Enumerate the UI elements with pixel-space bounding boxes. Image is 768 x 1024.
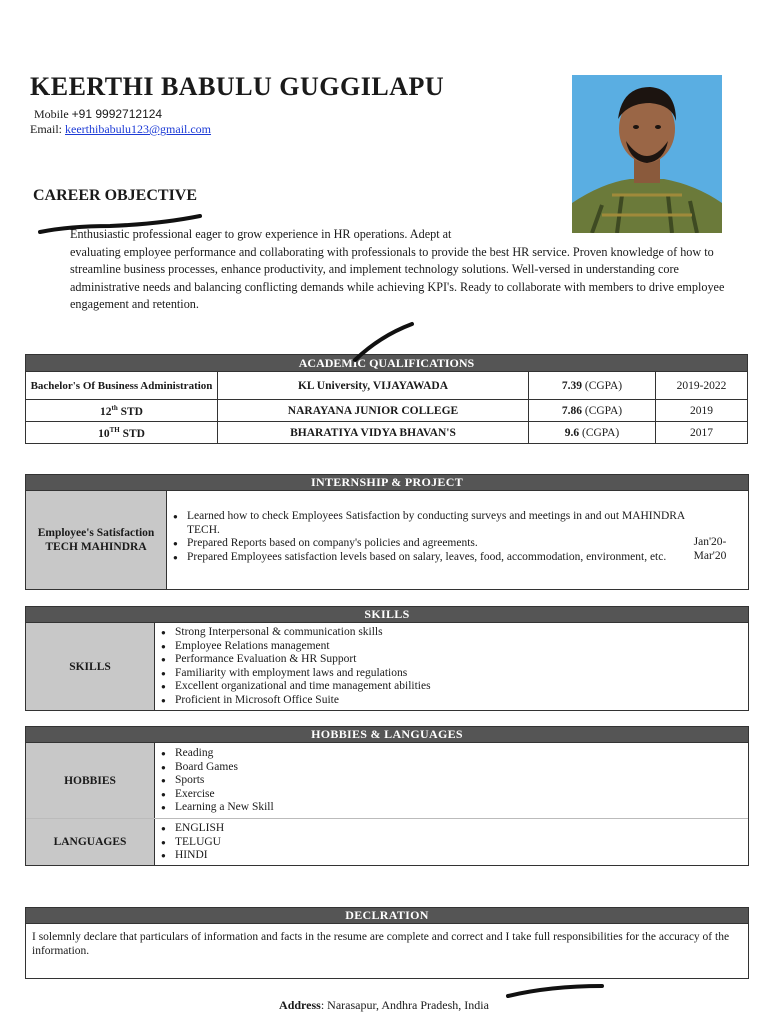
career-objective-text <box>70 226 742 314</box>
declaration-title: DECLRATION <box>26 908 748 923</box>
score-unit: (CGPA) <box>584 404 623 417</box>
mobile-number: +91 9992712124 <box>71 107 163 121</box>
internship-content <box>167 491 748 589</box>
list-item: ● Learning a New Skill <box>175 801 748 815</box>
email-link[interactable]: keerthibabulu123@gmail.com <box>65 122 212 136</box>
table-row <box>26 372 748 400</box>
hobbies-languages-section <box>25 726 749 866</box>
list-item: ● Reading <box>175 747 748 761</box>
score-unit: (CGPA) <box>584 379 623 392</box>
address-value: : Narasapur, Andhra Pradesh, India <box>320 998 489 1012</box>
list-item: ● ENGLISH <box>175 822 748 836</box>
score-value: 9.6 <box>564 426 580 439</box>
institution-cell: BHARATIYA VIDYA BHAVAN'S <box>218 422 529 444</box>
degree-tail: STD <box>117 405 143 418</box>
degree-cell <box>26 422 218 444</box>
score-unit: (CGPA) <box>581 426 620 439</box>
email-label: Email: <box>30 122 62 136</box>
degree-sup: th <box>111 403 118 412</box>
list-item: ● Strong Interpersonal & communication skills <box>175 626 748 640</box>
portrait-image <box>572 75 722 233</box>
list-item: ● Familiarity with employment laws and regulations <box>175 667 748 681</box>
internship-label: Employee's Satisfaction TECH MAHINDRA <box>26 491 167 589</box>
email-line <box>30 122 211 137</box>
address-line <box>0 998 768 1013</box>
list-item: ● Sports <box>175 774 748 788</box>
hobbies-content <box>155 743 748 818</box>
degree-base: 10 <box>98 427 110 440</box>
mobile-label: Mobile <box>34 107 69 121</box>
list-item: ● Prepared Employees satisfaction levels based on salary, leaves, food, accommodation, environment, etc. <box>187 551 687 565</box>
profile-photo <box>572 75 722 233</box>
year-cell: 2019-2022 <box>656 372 748 400</box>
languages-label: LANGUAGES <box>26 819 155 865</box>
skills-content <box>155 623 748 710</box>
skills-label: SKILLS <box>26 623 155 710</box>
score-value: 7.86 <box>561 404 582 417</box>
list-item: ● Performance Evaluation & HR Support <box>175 653 748 667</box>
objective-line-1: Enthusiastic professional eager to grow experience in HR operations. Adept at <box>70 227 452 241</box>
declaration-text: I solemnly declare that particulars of information and facts in the resume are complete and correct and I take full responsibilities for the accuracy of the information. <box>26 923 748 978</box>
list-item: ● Employee Relations management <box>175 640 748 654</box>
career-objective-title: CAREER OBJECTIVE <box>33 187 198 204</box>
list-item: ● Excellent organizational and time management abilities <box>175 680 748 694</box>
academic-table <box>25 354 748 444</box>
score-cell <box>529 372 656 400</box>
skills-section <box>25 606 749 711</box>
list-item: ● Exercise <box>175 788 748 802</box>
list-item: ● Proficient in Microsoft Office Suite <box>175 694 748 708</box>
internship-title: INTERNSHIP & PROJECT <box>26 475 748 490</box>
year-cell: 2019 <box>656 400 748 422</box>
degree-sup: TH <box>109 425 120 434</box>
degree-base: 12 <box>100 405 112 418</box>
year-cell: 2017 <box>656 422 748 444</box>
academic-title: ACADEMIC QUALIFICATIONS <box>26 355 748 372</box>
scribble-mark <box>508 986 602 996</box>
candidate-name: KEERTHI BABULU GUGGILAPU <box>30 72 445 101</box>
list-item: ● Learned how to check Employees Satisfaction by conducting surveys and meetings in and out MAHINDRA TECH. <box>187 510 687 537</box>
mobile-line <box>34 107 162 122</box>
address-label: Address <box>279 998 321 1012</box>
score-cell <box>529 422 656 444</box>
list-item: ● Board Games <box>175 761 748 775</box>
degree-cell: Bachelor's Of Business Administration <box>26 372 218 400</box>
internship-section <box>25 474 749 590</box>
institution-cell: KL University, VIJAYAWADA <box>218 372 529 400</box>
institution-cell: NARAYANA JUNIOR COLLEGE <box>218 400 529 422</box>
list-item: ● Prepared Reports based on company's policies and agreements. <box>187 537 687 551</box>
languages-content <box>155 819 748 865</box>
hobbies-languages-title: HOBBIES & LANGUAGES <box>26 727 748 742</box>
degree-tail: STD <box>119 427 145 440</box>
list-item: ● TELUGU <box>175 836 748 850</box>
degree-cell <box>26 400 218 422</box>
skills-title: SKILLS <box>26 607 748 622</box>
table-row <box>26 400 748 422</box>
score-cell <box>529 400 656 422</box>
declaration-section <box>25 907 749 979</box>
hobbies-label: HOBBIES <box>26 743 155 818</box>
table-row <box>26 422 748 444</box>
list-item: ● HINDI <box>175 849 748 863</box>
objective-rest: evaluating employee performance and collaborating with professionals to provide the best HR service. Proven knowledge of how to streamline business processes, enhance productivity, and implement technology solutions. Well-versed in understanding core administrative needs and balancing conflicting demands while achieving KPI's. Ready to collaborate with members to drive employee engagement and retention. <box>70 244 725 311</box>
internship-period: Jan'20-Mar'20 <box>693 536 727 562</box>
score-value: 7.39 <box>561 379 582 392</box>
